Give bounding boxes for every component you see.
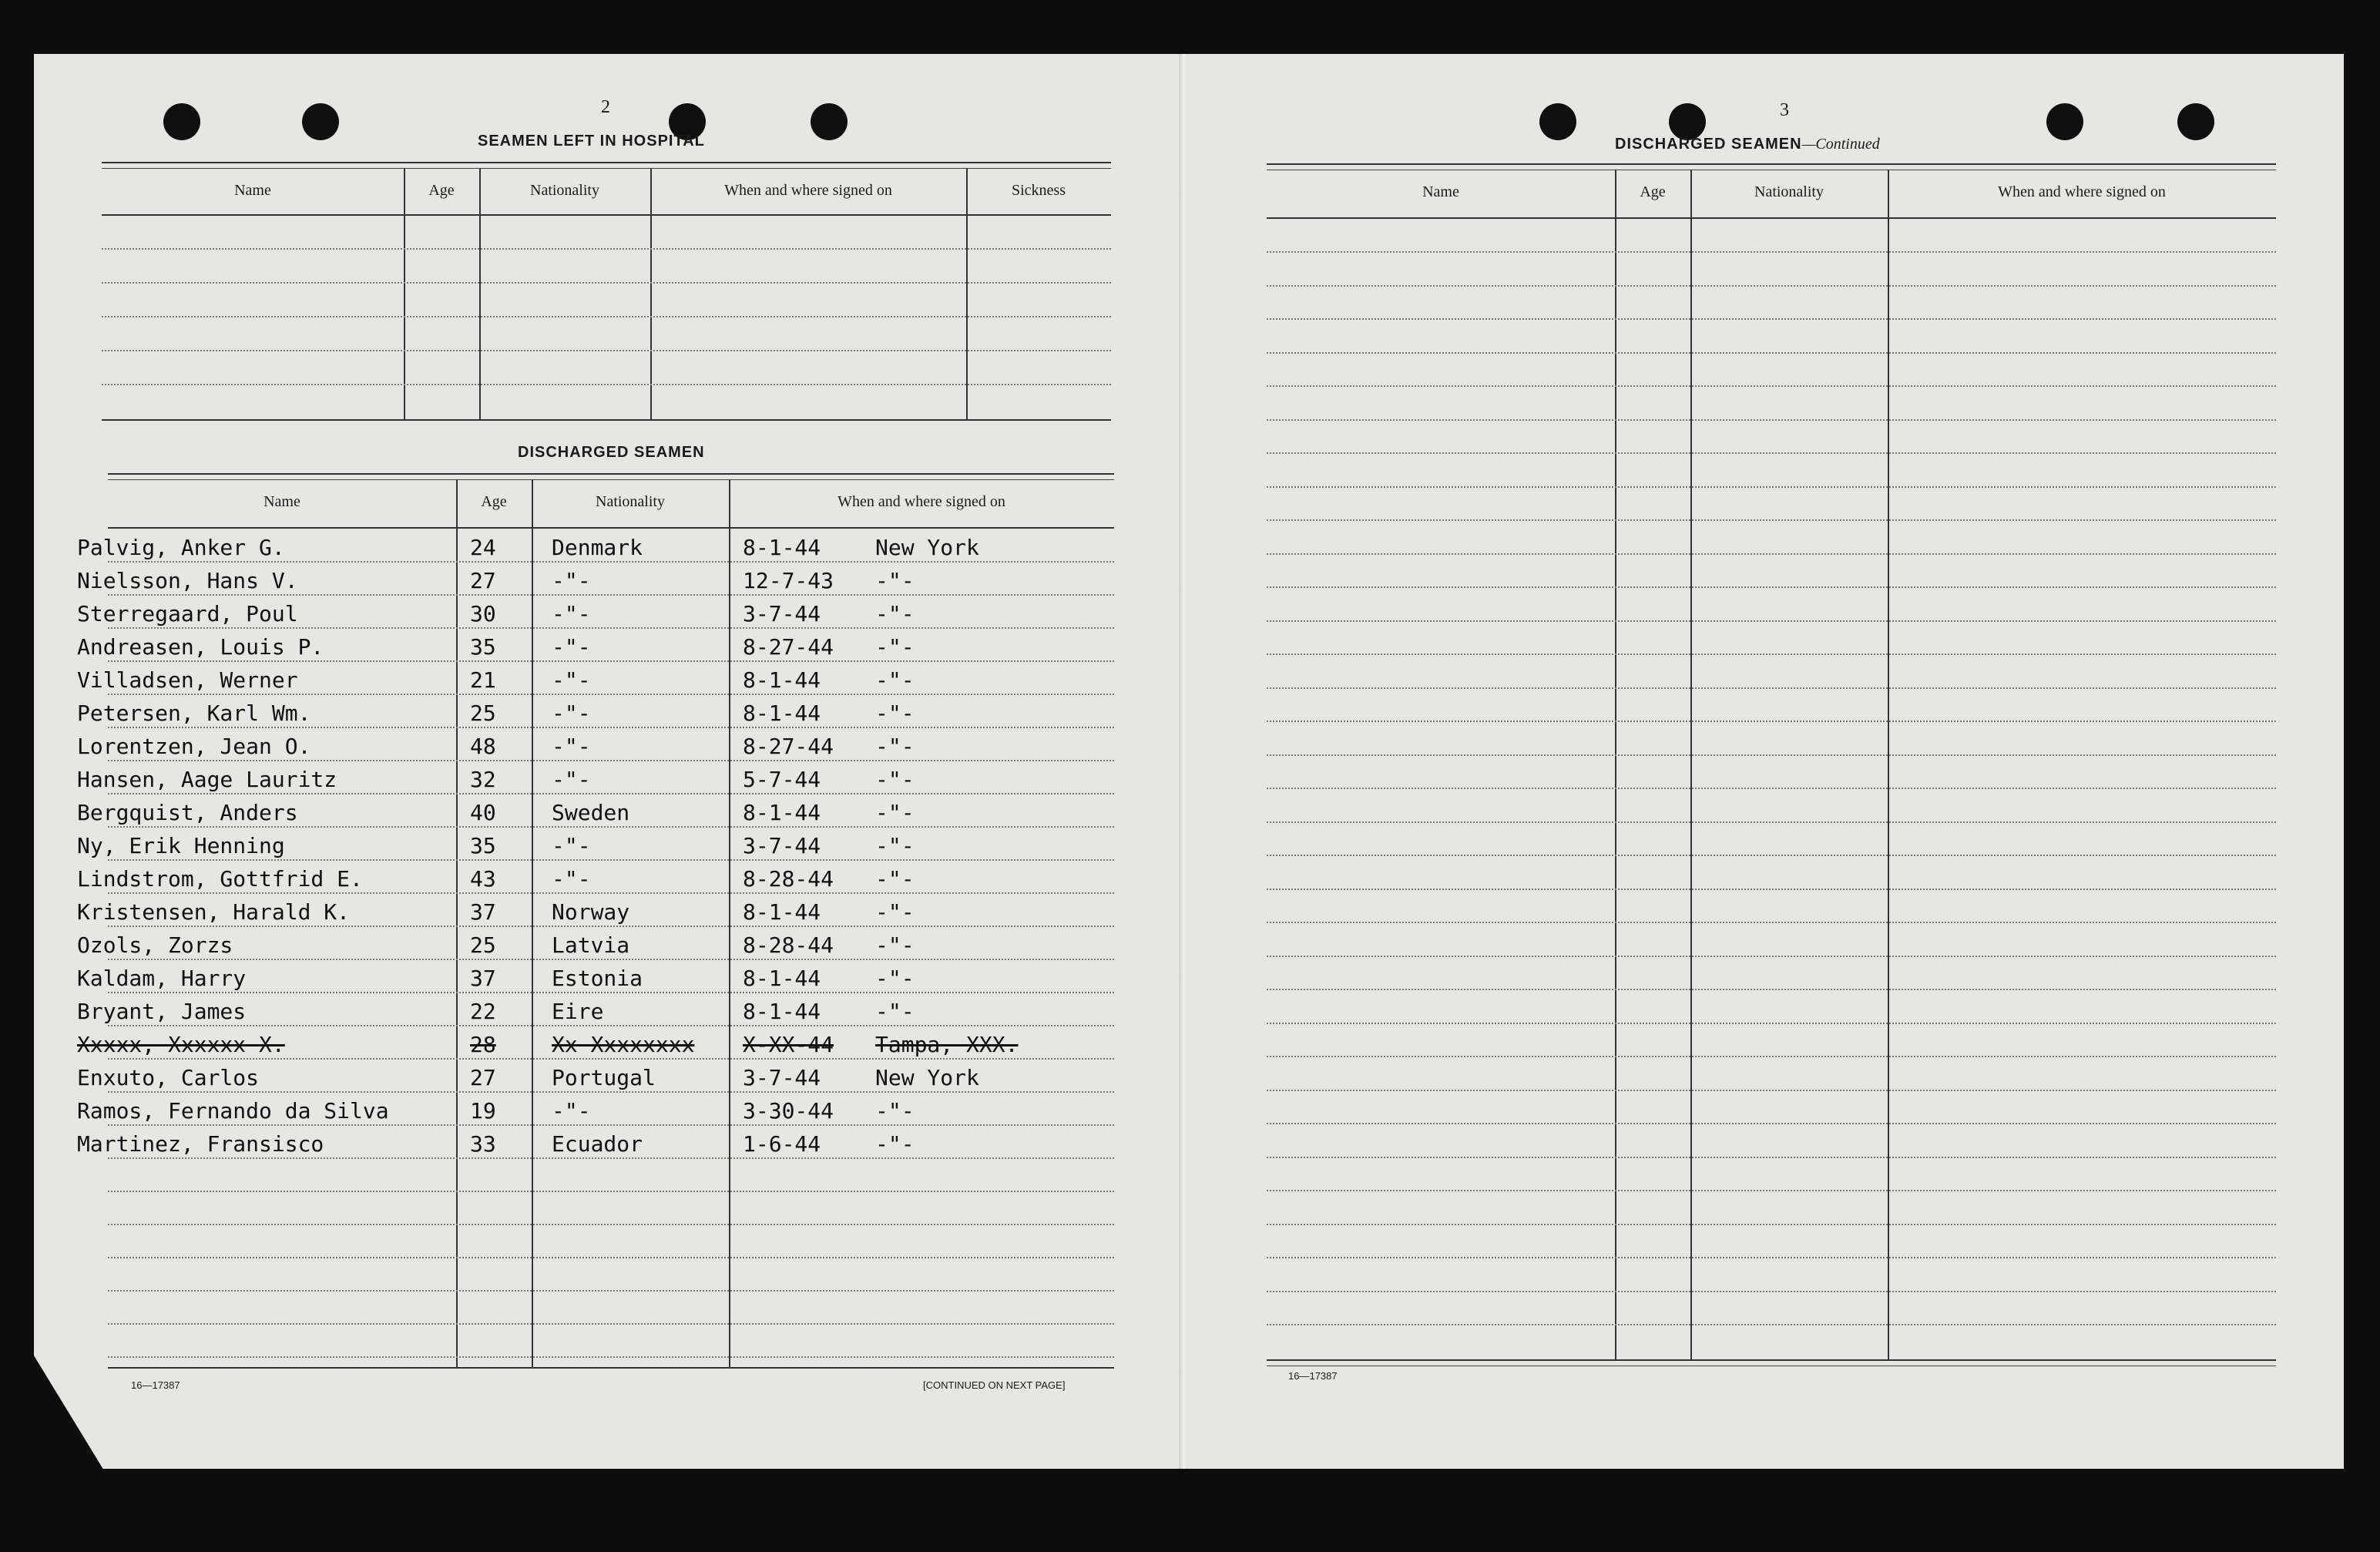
row-date: 8-28-44 [743, 932, 834, 958]
discharged-header-signed-on: When and where signed on [838, 493, 1005, 510]
punch-hole [302, 103, 339, 140]
continued-section-title [1615, 136, 1880, 153]
row-age: 27 [470, 1065, 496, 1090]
row-nationality: Eire [552, 999, 604, 1024]
punch-hole [2177, 103, 2214, 140]
row-name: Nielsson, Hans V. [77, 568, 298, 593]
row-name: Villadsen, Werner [77, 667, 298, 693]
ruled-line [108, 1323, 1114, 1325]
ruled-line [108, 925, 1114, 927]
ruled-line [1267, 1291, 2276, 1292]
row-date: 3-7-44 [743, 833, 821, 858]
ruled-line [108, 1224, 1114, 1225]
row-age: 24 [470, 535, 496, 560]
row-place: -"- [875, 999, 915, 1024]
row-date: 8-1-44 [743, 667, 821, 693]
row-name: Bergquist, Anders [77, 800, 298, 825]
row-place: -"- [875, 568, 915, 593]
row-nationality: Sweden [552, 800, 630, 825]
row-date: X-XX-44 [743, 1032, 834, 1057]
row-name: Andreasen, Louis P. [77, 634, 324, 660]
row-place: -"- [875, 800, 915, 825]
row-age: 33 [470, 1131, 496, 1157]
hospital-header-age: Age [428, 182, 455, 199]
row-date: 1-6-44 [743, 1131, 821, 1157]
row-place: Tampa, XXX. [875, 1032, 1019, 1057]
ruled-line [108, 727, 1114, 728]
row-nationality: Xx Xxxxxxxx [552, 1032, 695, 1057]
row-place: -"- [875, 601, 915, 627]
row-age: 37 [470, 899, 496, 925]
row-date: 8-1-44 [743, 700, 821, 726]
row-nationality: Latvia [552, 932, 630, 958]
ruled-line [108, 1290, 1114, 1292]
ruled-line [108, 826, 1114, 828]
continued-header-age: Age [1640, 183, 1666, 200]
row-name: Palvig, Anker G. [77, 535, 285, 560]
row-name: Ozols, Zorzs [77, 932, 233, 958]
row-age: 19 [470, 1098, 496, 1124]
row-name: Petersen, Karl Wm. [77, 700, 311, 726]
ruled-line [108, 760, 1114, 761]
row-age: 43 [470, 866, 496, 892]
row-name: Sterregaard, Poul [77, 601, 298, 627]
row-name: Bryant, James [77, 999, 247, 1024]
row-name: Kaldam, Harry [77, 966, 247, 991]
ruled-line [1267, 452, 2276, 454]
row-date: 12-7-43 [743, 568, 834, 593]
ruled-line [108, 660, 1114, 662]
row-age: 30 [470, 601, 496, 627]
discharged-section-title: DISCHARGED SEAMEN [518, 444, 705, 461]
ruled-line [108, 561, 1114, 563]
ruled-line [1267, 352, 2276, 354]
row-age: 22 [470, 999, 496, 1024]
row-nationality: -"- [552, 767, 591, 792]
ruled-line [108, 793, 1114, 794]
ruled-line [1267, 419, 2276, 421]
row-name: Ramos, Fernando da Silva [77, 1098, 389, 1124]
ruled-line [1267, 721, 2276, 722]
ruled-line [1267, 586, 2276, 588]
ruled-line [1267, 486, 2276, 488]
ruled-line [108, 1157, 1114, 1159]
row-nationality: -"- [552, 833, 591, 858]
continued-note: [CONTINUED ON NEXT PAGE] [923, 1379, 1066, 1391]
ruled-line [1267, 889, 2276, 890]
row-nationality: -"- [552, 1098, 591, 1124]
ruled-line [108, 1191, 1114, 1192]
row-place: -"- [875, 634, 915, 660]
ruled-line [1267, 1023, 2276, 1024]
row-place: -"- [875, 866, 915, 892]
row-date: 8-1-44 [743, 800, 821, 825]
ruled-line [1267, 1324, 2276, 1325]
punch-hole [811, 103, 848, 140]
row-age: 27 [470, 568, 496, 593]
row-date: 8-1-44 [743, 966, 821, 991]
row-nationality: Denmark [552, 535, 643, 560]
row-place: -"- [875, 1131, 915, 1157]
row-date: 8-27-44 [743, 734, 834, 759]
row-age: 25 [470, 700, 496, 726]
row-date: 3-7-44 [743, 601, 821, 627]
hospital-section-title: SEAMEN LEFT IN HOSPITAL [478, 133, 705, 149]
row-nationality: -"- [552, 634, 591, 660]
row-age: 25 [470, 932, 496, 958]
row-age: 28 [470, 1032, 496, 1057]
ruled-line [1267, 922, 2276, 923]
row-date: 8-1-44 [743, 999, 821, 1024]
ruled-line [1267, 855, 2276, 856]
row-name: Ny, Erik Henning [77, 833, 285, 858]
ruled-line [108, 859, 1114, 861]
discharged-header-nationality: Nationality [596, 493, 665, 510]
row-age: 35 [470, 634, 496, 660]
ruled-line [1267, 318, 2276, 320]
ruled-line [1267, 1056, 2276, 1057]
ruled-line [108, 694, 1114, 695]
row-place: -"- [875, 899, 915, 925]
row-place: -"- [875, 700, 915, 726]
hospital-header-nationality: Nationality [530, 182, 599, 199]
ruled-line [1267, 620, 2276, 622]
row-nationality: Estonia [552, 966, 643, 991]
punch-hole [1669, 103, 1706, 140]
ruled-line [108, 1356, 1114, 1358]
ruled-line [1267, 385, 2276, 387]
ruled-line [1267, 1190, 2276, 1191]
row-name: Kristensen, Harald K. [77, 899, 351, 925]
row-age: 32 [470, 767, 496, 792]
punch-hole [163, 103, 200, 140]
ruled-line [1267, 519, 2276, 521]
ruled-line [1267, 1257, 2276, 1258]
ruled-line [1267, 754, 2276, 756]
ruled-line [108, 1025, 1114, 1026]
hospital-header-sickness: Sickness [1012, 182, 1066, 199]
row-place: -"- [875, 1098, 915, 1124]
continued-title-main: DISCHARGED SEAMEN [1615, 136, 1802, 153]
row-age: 35 [470, 833, 496, 858]
ruled-line [108, 892, 1114, 894]
ruled-line [108, 627, 1114, 629]
form-number-right: 16—17387 [1288, 1370, 1338, 1382]
row-nationality: Ecuador [552, 1131, 643, 1157]
ruled-line [1267, 653, 2276, 655]
row-age: 48 [470, 734, 496, 759]
row-age: 37 [470, 966, 496, 991]
ruled-line [1267, 687, 2276, 689]
row-place: -"- [875, 667, 915, 693]
ruled-line [1267, 821, 2276, 823]
page-number-left: 2 [601, 97, 610, 117]
row-nationality: -"- [552, 734, 591, 759]
discharged-header-name: Name [264, 493, 300, 510]
row-place: -"- [875, 734, 915, 759]
ruled-line [108, 992, 1114, 993]
ruled-line [108, 959, 1114, 960]
row-nationality: -"- [552, 866, 591, 892]
continued-header-signed-on: When and where signed on [1998, 183, 2166, 200]
row-date: 8-28-44 [743, 866, 834, 892]
row-name: Enxuto, Carlos [77, 1065, 260, 1090]
continued-title-suffix: —Continued [1801, 136, 1880, 153]
ruled-line [1267, 553, 2276, 555]
ruled-line [108, 1124, 1114, 1126]
row-place: -"- [875, 932, 915, 958]
ruled-line [108, 594, 1114, 596]
continued-header-nationality: Nationality [1754, 183, 1824, 200]
discharged-header-age: Age [481, 493, 507, 510]
punch-hole [1539, 103, 1576, 140]
ruled-line [1267, 788, 2276, 789]
ruled-line [1267, 1224, 2276, 1225]
row-date: 3-30-44 [743, 1098, 834, 1124]
row-nationality: Norway [552, 899, 630, 925]
row-date: 3-7-44 [743, 1065, 821, 1090]
page-number-right: 3 [1780, 100, 1789, 120]
row-name: Lindstrom, Gottfrid E. [77, 866, 363, 892]
row-place: New York [875, 535, 979, 560]
ruled-line [108, 1091, 1114, 1093]
row-date: 8-1-44 [743, 535, 821, 560]
row-age: 21 [470, 667, 496, 693]
continued-header-name: Name [1422, 183, 1459, 200]
ruled-line [108, 1257, 1114, 1258]
hospital-header-name: Name [234, 182, 271, 199]
ruled-line [1267, 285, 2276, 287]
row-place: -"- [875, 833, 915, 858]
row-nationality: Portugal [552, 1065, 656, 1090]
row-date: 5-7-44 [743, 767, 821, 792]
form-number-left: 16—17387 [131, 1379, 180, 1391]
row-place: -"- [875, 966, 915, 991]
row-place: -"- [875, 767, 915, 792]
row-date: 8-27-44 [743, 634, 834, 660]
row-nationality: -"- [552, 568, 591, 593]
ruled-line [1267, 1123, 2276, 1124]
ruled-line [108, 1058, 1114, 1060]
punch-hole [2046, 103, 2083, 140]
ruled-line [1267, 989, 2276, 990]
ruled-line [1267, 1157, 2276, 1158]
ruled-line [1267, 956, 2276, 957]
row-age: 40 [470, 800, 496, 825]
ruled-line [1267, 251, 2276, 253]
row-name: Hansen, Aage Lauritz [77, 767, 337, 792]
row-name: Lorentzen, Jean O. [77, 734, 311, 759]
row-nationality: -"- [552, 601, 591, 627]
row-nationality: -"- [552, 667, 591, 693]
hospital-header-signed-on: When and where signed on [724, 182, 892, 199]
row-name: Xxxxx, Xxxxxx X. [77, 1032, 285, 1057]
row-date: 8-1-44 [743, 899, 821, 925]
row-name: Martinez, Fransisco [77, 1131, 324, 1157]
row-nationality: -"- [552, 700, 591, 726]
row-place: New York [875, 1065, 979, 1090]
ruled-line [1267, 1090, 2276, 1091]
